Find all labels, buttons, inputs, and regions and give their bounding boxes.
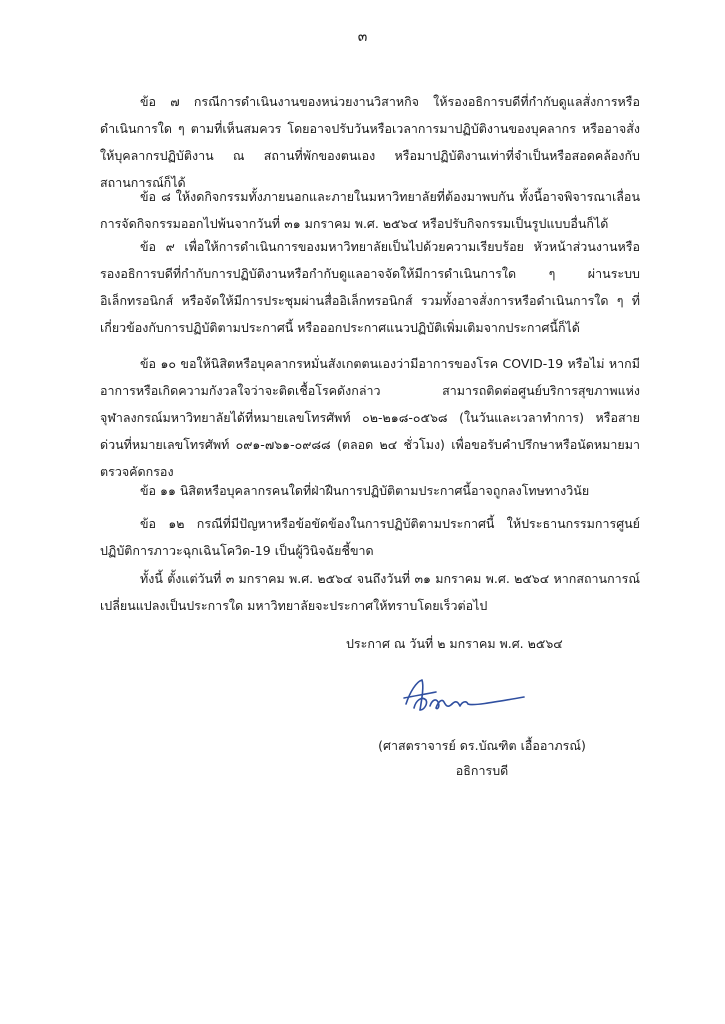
clause-8-paragraph: ข้อ ๘ ให้งดกิจกรรมทั้งภายนอกและภายในมหาวิทยาลัยที่ต้องมาพบกัน ทั้งนี้อาจพิจารณาเลื่อนการจัดกิจกรรมออกไปพ้นจากวันที่ ๓๑ มกราคม พ.ศ. ๒๕๖๔ หรือปรับกิจกรรมเป็นรูปแบบอื่นก็ได้ xyxy=(100,189,640,231)
signer-title: อธิการบดี xyxy=(455,763,509,778)
page-number: ๓ xyxy=(357,29,368,45)
signature-mark xyxy=(400,670,530,724)
clause-10-paragraph: ข้อ ๑๐ ขอให้นิสิตหรือบุคลากรหมั่นสังเกตตนเองว่ามีอาการของโรค COVID-19 หรือไม่ หากมีอาการหรือเกิดความกังวลใจว่าจะติดเชื้อโรคดังกล่าว สามารถติดต่อศูนย์บริการสุขภาพแห่งจุฬาลงกรณ์มหาวิทยาลัยได้ที่หมายเลขโทรศัพท์ ๐๒-๒๑๘-๐๕๖๘ (ในวันและเวลาทำการ) หรือสายด่วนที่หมายเลขโทรศัพท์ ๐๙๑-๗๖๑-๐๙๘๘ (ตลอด ๒๔ ชั่วโมง) เพื่อขอรับคำปรึกษาหรือนัดหมายมาตรวจคัดกรอง xyxy=(100,356,640,479)
clause-9-paragraph: ข้อ ๙ เพื่อให้การดำเนินการของมหาวิทยาลัยเป็นไปด้วยความเรียบร้อย หัวหน้าส่วนงานหรือรองอธิการบดีที่กำกับการปฏิบัติงานหรือกำกับดูแลอาจจัดให้มีการดำเนินการใด ๆ ผ่านระบบอิเล็กทรอนิกส์ หรือจัดให้มีการประชุมผ่านสื่ออิเล็กทรอนิกส์ รวมทั้งอาจสั่งการหรือดำเนินการใด ๆ ที่เกี่ยวข้องกับการปฏิบัติตามประกาศนี้ หรือออกประกาศแนวปฏิบัติเพิ่มเติมจากประกาศนี้ก็ได้ xyxy=(100,239,640,335)
clause-11-paragraph: ข้อ ๑๑ นิสิตหรือบุคลากรคนใดที่ฝ่าฝืนการปฏิบัติตามประกาศนี้อาจถูกลงโทษทางวินัย xyxy=(140,483,590,498)
effective-period-paragraph: ทั้งนี้ ตั้งแต่วันที่ ๓ มกราคม พ.ศ. ๒๕๖๔ จนถึงวันที่ ๓๑ มกราคม พ.ศ. ๒๕๖๔ หากสถานการณ์เปลี่ยนแปลงเป็นประการใด มหาวิทยาลัยจะประกาศให้ทราบโดยเร็วต่อไป xyxy=(100,571,640,613)
announcement-date: ประกาศ ณ วันที่ ๒ มกราคม พ.ศ. ๒๕๖๔ xyxy=(346,636,563,651)
clause-7-paragraph: ข้อ ๗ กรณีการดำเนินงานของหน่วยงานวิสาหกิจ ให้รองอธิการบดีที่กำกับดูแลสั่งการหรือดำเนินการใด ๆ ตามที่เห็นสมควร โดยอาจปรับวันหรือเวลาการมาปฏิบัติงานของบุคลากร หรืออาจสั่งให้บุคลากรปฏิบัติงาน ณ สถานที่พักของตนเอง หรือมาปฏิบัติงานเท่าที่จำเป็นหรือสอดคล้องกับสถานการณ์ก็ได้ xyxy=(100,94,640,190)
clause-12-paragraph: ข้อ ๑๒ กรณีที่มีปัญหาหรือข้อขัดข้องในการปฏิบัติตามประกาศนี้ ให้ประธานกรรมการศูนย์ปฏิบัติการภาวะฉุกเฉินโควิด-19 เป็นผู้วินิจฉัยชี้ขาด xyxy=(100,516,640,558)
signer-name: (ศาสตราจารย์ ดร.บัณฑิต เอื้ออาภรณ์) xyxy=(378,738,586,753)
